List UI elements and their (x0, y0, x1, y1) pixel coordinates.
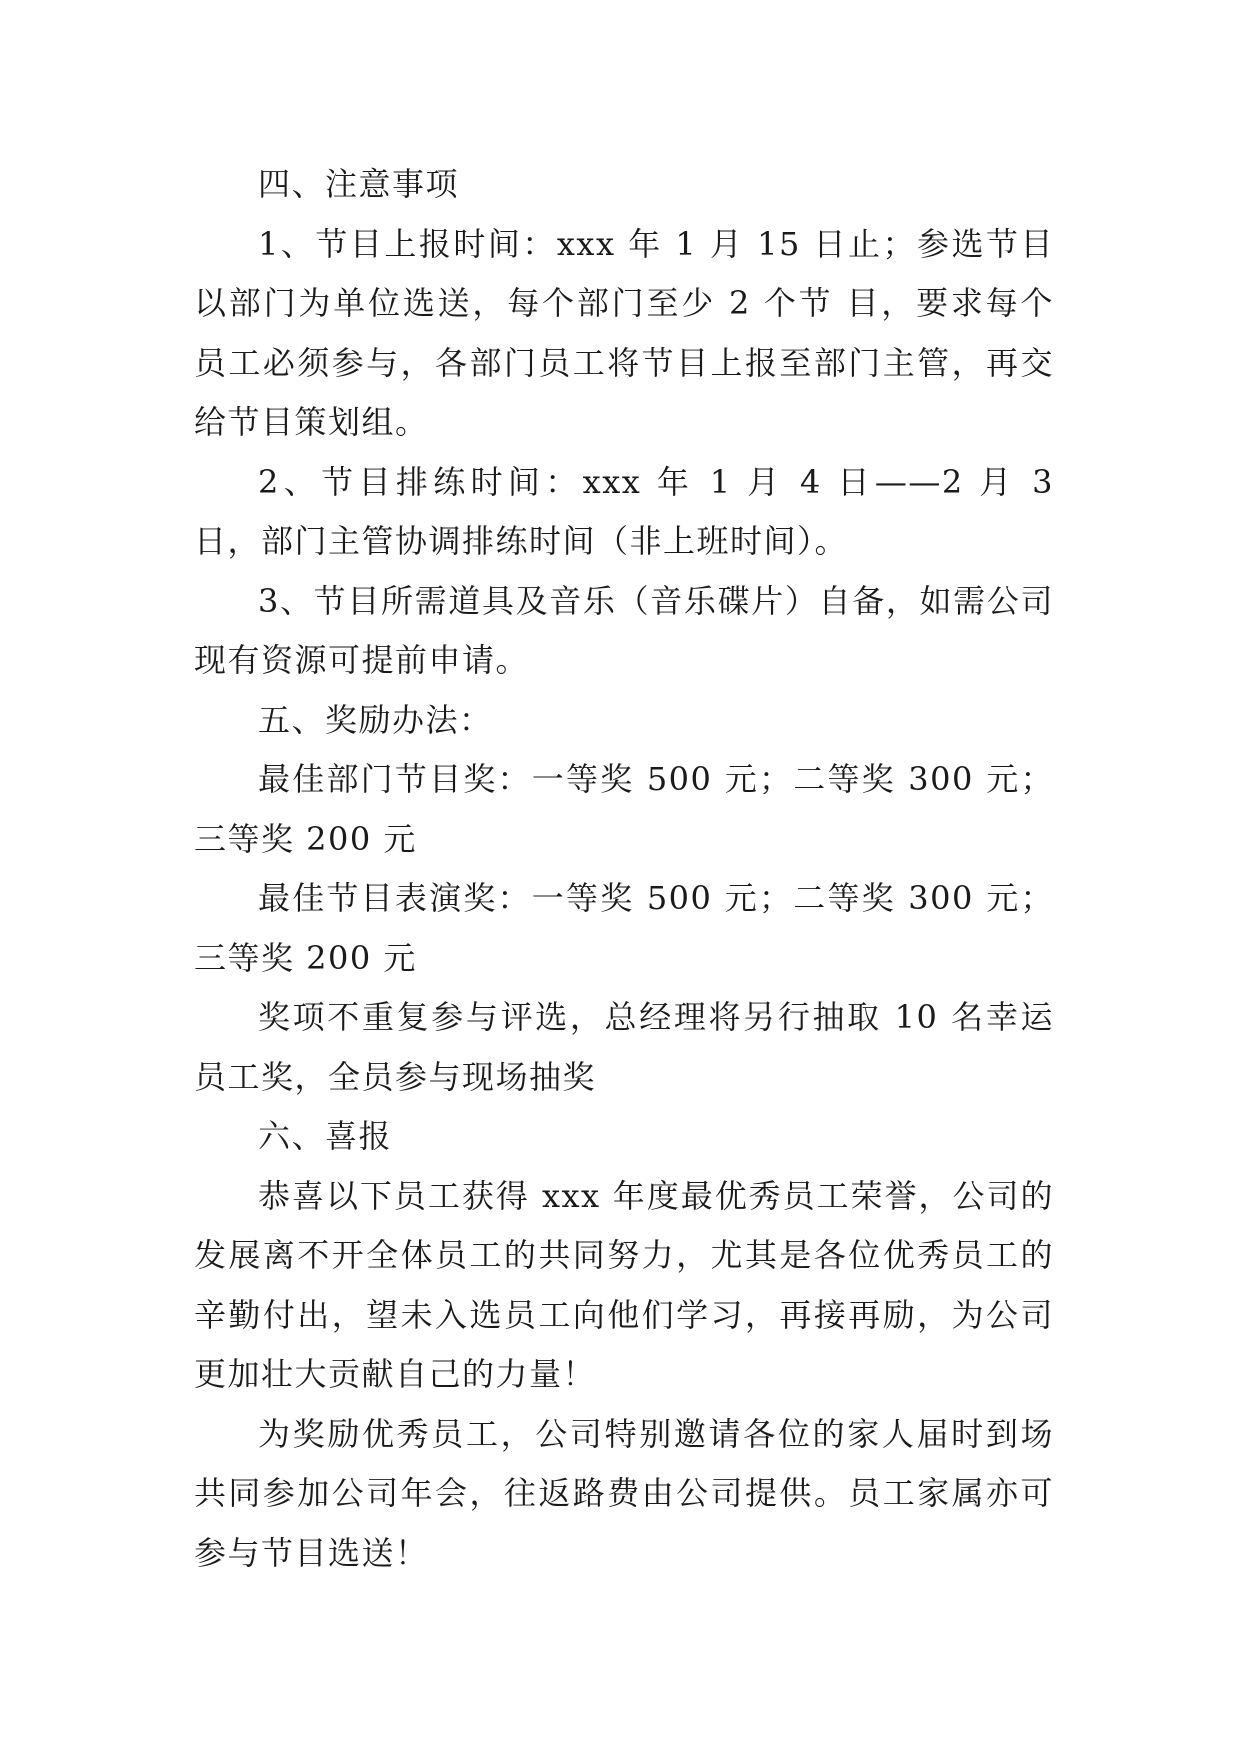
paragraph-best-department-award: 最佳部门节目奖：一等奖 500 元；二等奖 300 元；三等奖 200 元 (194, 760, 1054, 858)
document-page (194, 155, 1054, 1583)
paragraph-family-invitation: 为奖励优秀员工，公司特别邀请各位的家人届时到场共同参加公司年会，往返路费由公司提供。员工家属亦可参与节目选送！ (194, 1414, 1054, 1572)
paragraph-rehearsal-time: 2、节目排练时间：xxx 年 1 月 4 日——2 月 3 日，部门主管协调排练时间（非上班时间）。 (194, 462, 1054, 560)
paragraph-best-performance-award: 最佳节目表演奖：一等奖 500 元；二等奖 300 元；三等奖 200 元 (194, 879, 1054, 977)
paragraph-props-music: 3、节目所需道具及音乐（音乐碟片）自备，如需公司现有资源可提前申请。 (194, 581, 1054, 679)
paragraph-submission-time: 1、节目上报时间：xxx 年 1 月 15 日止；参选节目以部门为单位选送，每个部门至少 2 个节 目，要求每个员工必须参与，各部门员工将节目上报至部门主管，再交给节目策划组。 (194, 224, 1054, 441)
section-heading-notes: 四、注意事项 (258, 165, 460, 203)
section-heading-rewards: 五、奖励办法： (258, 700, 493, 739)
section-heading-announcement: 六、喜报 (258, 1117, 393, 1155)
paragraph-congratulations: 恭喜以下员工获得 xxx 年度最优秀员工荣誉，公司的发展离不开全体员工的共同努力，尤其是各位优秀员工的辛勤付出，望未入选员工向他们学习，再接再励，为公司更加壮大贡献自己的力量！ (194, 1176, 1054, 1393)
paragraph-lucky-draw: 奖项不重复参与评选，总经理将另行抽取 10 名幸运员工奖，全员参与现场抽奖 (194, 998, 1054, 1096)
